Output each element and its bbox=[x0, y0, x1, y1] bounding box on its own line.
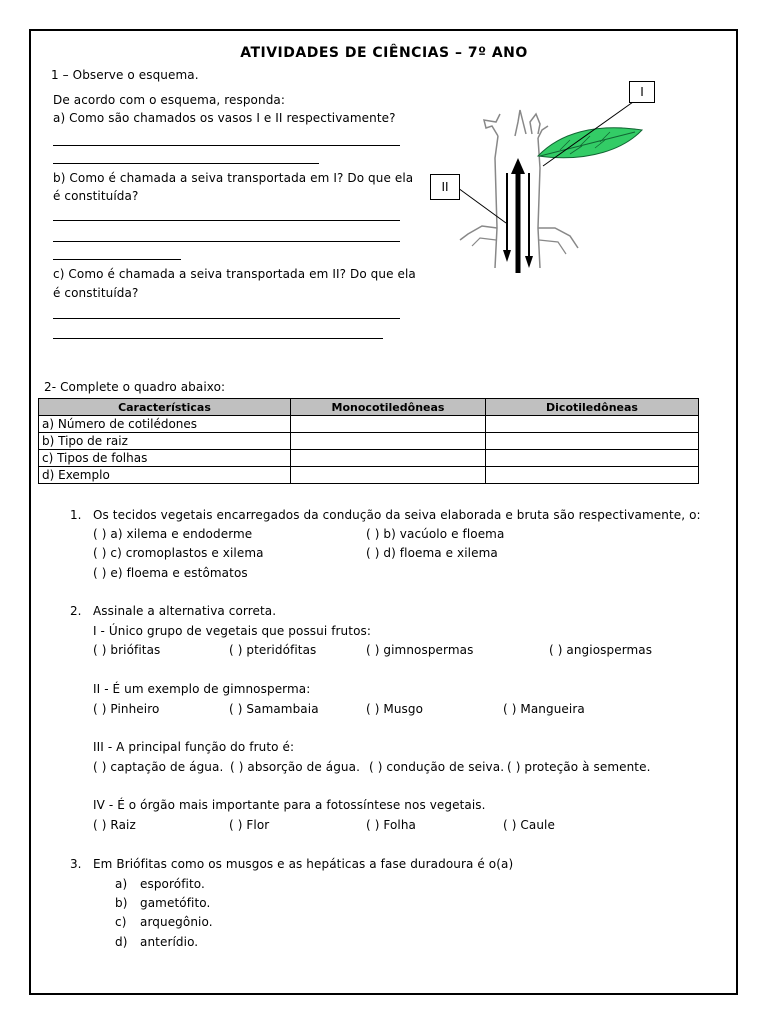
table-row bbox=[39, 467, 699, 484]
q2-iv-option[interactable]: ( ) Raiz bbox=[93, 818, 136, 832]
section1-heading: 1 – Observe o esquema. bbox=[51, 68, 199, 82]
row-label: b) Tipo de raiz bbox=[39, 433, 291, 450]
q1-option-e[interactable]: ( ) e) floema e estômatos bbox=[93, 566, 248, 580]
header-monocotiledoneas: Monocotiledôneas bbox=[291, 399, 486, 416]
answer-line[interactable] bbox=[53, 338, 383, 339]
question-c-line2: é constituída? bbox=[53, 286, 139, 300]
q1-option-a[interactable]: ( ) a) xilema e endoderme bbox=[93, 527, 253, 541]
header-dicotiledoneas: Dicotiledôneas bbox=[486, 399, 699, 416]
q2-ii-option[interactable]: ( ) Pinheiro bbox=[93, 702, 160, 716]
answer-cell[interactable] bbox=[486, 416, 699, 433]
answer-line[interactable] bbox=[53, 163, 319, 164]
q2-iv-option[interactable]: ( ) Caule bbox=[503, 818, 555, 832]
answer-cell[interactable] bbox=[486, 450, 699, 467]
q3-option-letter: a) bbox=[115, 877, 128, 891]
q3-text: Em Briófitas como os musgos e as hepáticas a fase duradoura é o(a) bbox=[93, 857, 514, 871]
q2-ii-option[interactable]: ( ) Mangueira bbox=[503, 702, 585, 716]
answer-cell[interactable] bbox=[486, 433, 699, 450]
answer-line[interactable] bbox=[53, 259, 181, 260]
row-label: d) Exemplo bbox=[39, 467, 291, 484]
comparison-table bbox=[38, 398, 699, 484]
q3-option-letter: c) bbox=[115, 915, 127, 929]
q3-option[interactable]: esporófito. bbox=[140, 877, 205, 891]
q2-i-option[interactable]: ( ) angiospermas bbox=[549, 643, 653, 657]
q1-text: Os tecidos vegetais encarregados da condução da seiva elaborada e bruta são respectivamente, o: bbox=[93, 508, 701, 522]
row-label: c) Tipos de folhas bbox=[39, 450, 291, 467]
q2-iii-option[interactable]: ( ) condução de seiva. bbox=[369, 760, 505, 774]
header-caracteristicas: Características bbox=[39, 399, 291, 416]
table-row bbox=[39, 416, 699, 433]
table-row bbox=[39, 433, 699, 450]
answer-line[interactable] bbox=[53, 220, 400, 221]
answer-cell[interactable] bbox=[291, 433, 486, 450]
question-a: a) Como são chamados os vasos I e II respectivamente? bbox=[53, 111, 396, 125]
label-box-I: I bbox=[629, 81, 655, 103]
q3-option[interactable]: arquegônio. bbox=[140, 915, 213, 929]
q3-option[interactable]: gametófito. bbox=[140, 896, 211, 910]
q2-ii-option[interactable]: ( ) Samambaia bbox=[229, 702, 319, 716]
answer-line[interactable] bbox=[53, 145, 400, 146]
q2-iv-option[interactable]: ( ) Flor bbox=[229, 818, 270, 832]
section1-intro: De acordo com o esquema, responda: bbox=[53, 93, 286, 107]
q1-option-c[interactable]: ( ) c) cromoplastos e xilema bbox=[93, 546, 264, 560]
q2-iv-option[interactable]: ( ) Folha bbox=[366, 818, 417, 832]
q2-iii-text: III - A principal função do fruto é: bbox=[93, 740, 295, 754]
answer-line[interactable] bbox=[53, 241, 400, 242]
table-row bbox=[39, 450, 699, 467]
q2-i-text: I - Único grupo de vegetais que possui frutos: bbox=[93, 624, 372, 638]
page-title: ATIVIDADES DE CIÊNCIAS – 7º ANO bbox=[240, 45, 528, 61]
q2-iii-option[interactable]: ( ) absorção de água. bbox=[230, 760, 360, 774]
q2-iii-option[interactable]: ( ) captação de água. bbox=[93, 760, 224, 774]
q2-text: Assinale a alternativa correta. bbox=[93, 604, 277, 618]
q3-option-letter: d) bbox=[115, 935, 128, 949]
q2-i-option[interactable]: ( ) briófitas bbox=[93, 643, 161, 657]
q2-i-option[interactable]: ( ) gimnospermas bbox=[366, 643, 474, 657]
q2-iii-option[interactable]: ( ) proteção à semente. bbox=[507, 760, 651, 774]
q3-option[interactable]: anterídio. bbox=[140, 935, 199, 949]
question-c-line1: c) Como é chamada a seiva transportada em II? Do que ela bbox=[53, 267, 416, 281]
q3-option-letter: b) bbox=[115, 896, 128, 910]
q3-number: 3. bbox=[70, 857, 82, 871]
q2-ii-option[interactable]: ( ) Musgo bbox=[366, 702, 424, 716]
question-b-line2: é constituída? bbox=[53, 189, 139, 203]
answer-cell[interactable] bbox=[486, 467, 699, 484]
answer-cell[interactable] bbox=[291, 416, 486, 433]
q2-iv-text: IV - É o órgão mais importante para a fotossíntese nos vegetais. bbox=[93, 798, 486, 812]
row-label: a) Número de cotilédones bbox=[39, 416, 291, 433]
question-b-line1: b) Como é chamada a seiva transportada em I? Do que ela bbox=[53, 171, 414, 185]
q2-number: 2. bbox=[70, 604, 82, 618]
q1-option-b[interactable]: ( ) b) vacúolo e floema bbox=[366, 527, 505, 541]
q1-number: 1. bbox=[70, 508, 82, 522]
answer-cell[interactable] bbox=[291, 467, 486, 484]
label-box-II: II bbox=[430, 174, 460, 200]
answer-line[interactable] bbox=[53, 318, 400, 319]
answer-cell[interactable] bbox=[291, 450, 486, 467]
q2-i-option[interactable]: ( ) pteridófitas bbox=[229, 643, 317, 657]
table-header-row bbox=[39, 399, 699, 416]
q1-option-d[interactable]: ( ) d) floema e xilema bbox=[366, 546, 498, 560]
section2-heading: 2- Complete o quadro abaixo: bbox=[44, 380, 226, 394]
q2-ii-text: II - É um exemplo de gimnosperma: bbox=[93, 682, 311, 696]
